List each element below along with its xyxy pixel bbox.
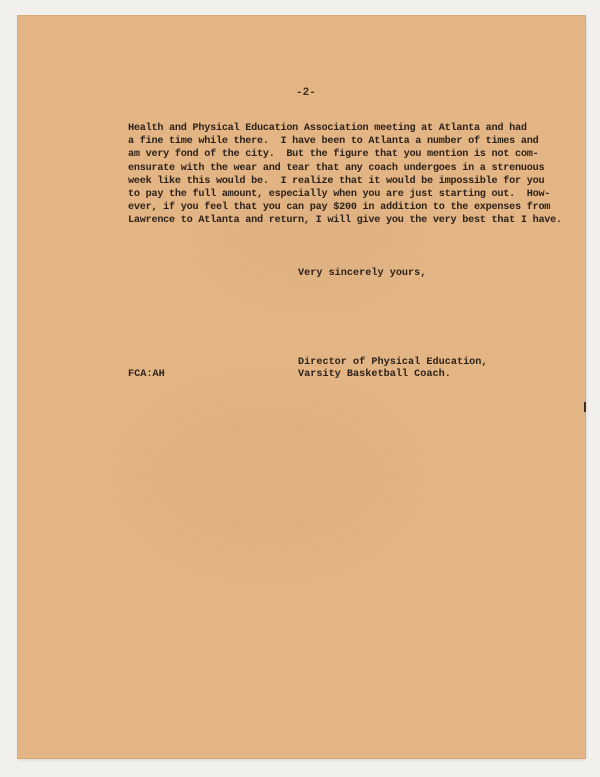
body-line: a fine time while there. I have been to Atlanta a number of times and	[128, 136, 539, 148]
body-line: Lawrence to Atlanta and return, I will give you the very best that I have.	[128, 215, 562, 227]
body-line: ensurate with the wear and tear that any coach undergoes in a strenuous	[128, 162, 545, 174]
edge-mark	[584, 402, 586, 412]
body-line: ever, if you feel that you can pay $200 in addition to the expenses from	[128, 202, 551, 214]
page-number: -2-	[296, 87, 316, 99]
paper-stain	[138, 396, 398, 556]
signature-title: Varsity Basketball Coach.	[298, 369, 451, 380]
signature-title: Director of Physical Education,	[298, 357, 488, 368]
body-line: Health and Physical Education Association meeting at Atlanta and had	[128, 123, 527, 134]
body-line: am very fond of the city. But the figure that you mention is not com-	[128, 149, 539, 161]
closing-line: Very sincerely yours,	[298, 268, 427, 279]
body-line: to pay the full amount, especially when you are just starting out. How-	[128, 189, 551, 201]
body-line: week like this would be. I realize that it would be impossible for you	[128, 175, 545, 187]
letter-body	[128, 122, 562, 228]
reference-initials: FCA:AH	[128, 369, 165, 380]
